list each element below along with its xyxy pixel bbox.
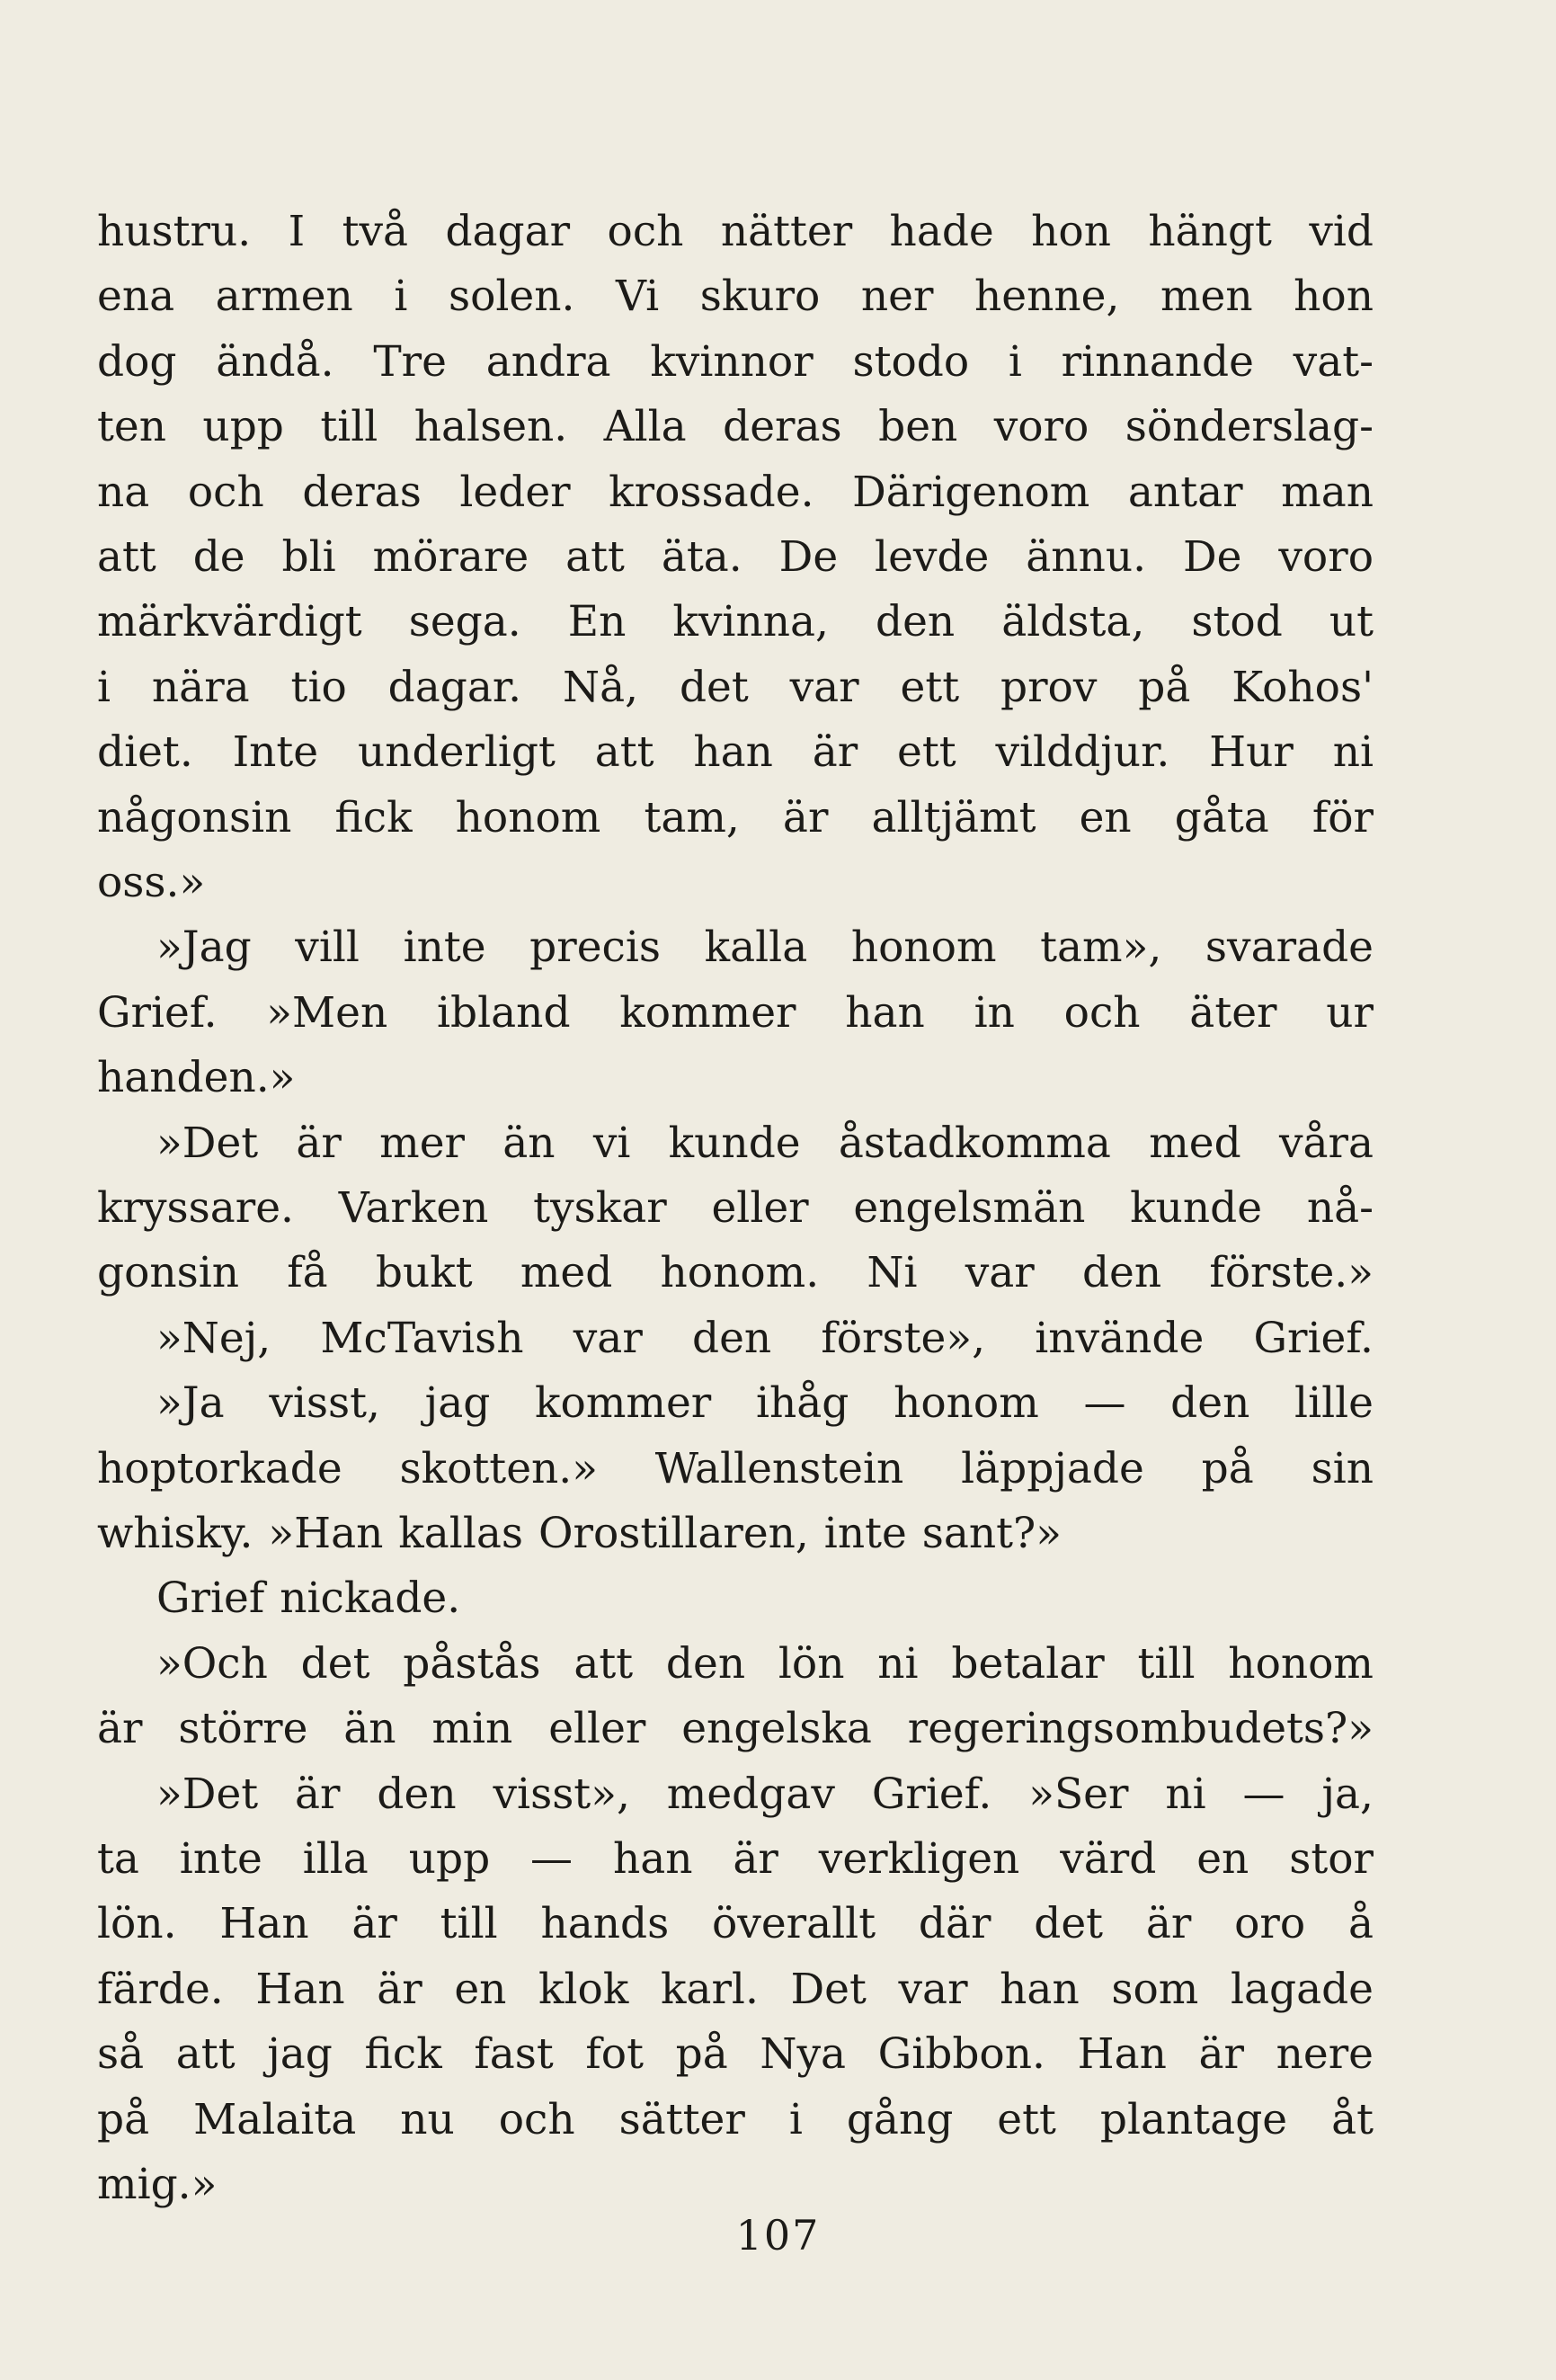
text-line: hoptorkade skotten.» Wallenstein läppjade på sin — [97, 1443, 1374, 1493]
text-line: på Malaita nu och sätter i gång ett plantage åt — [97, 2094, 1374, 2144]
text-line: så att jag fick fast fot på Nya Gibbon. Han är nere — [97, 2029, 1374, 2080]
text-line: whisky. »Han kallas Orostillaren, inte sant?» — [97, 1509, 1062, 1558]
text-line: lön. Han är till hands överallt där det är oro å — [97, 1899, 1374, 1949]
text-line: diet. Inte underligt att han är ett vilddjur. Hur ni — [97, 727, 1374, 778]
text-line: oss.» — [97, 858, 206, 907]
text-line: »Det är mer än vi kunde åstadkomma med våra — [156, 1118, 1374, 1168]
text-line: är större än min eller engelska regeringsombudets?» — [97, 1704, 1374, 1754]
text-line: att de bli mörare att äta. De levde ännu. De voro — [97, 532, 1374, 582]
text-line: ta inte illa upp — han är verkligen värd en stor — [97, 1834, 1374, 1884]
text-line: na och deras leder krossade. Därigenom antar man — [97, 467, 1374, 517]
text-line: märkvärdigt sega. En kvinna, den äldsta, stod ut — [97, 597, 1374, 647]
text-line: gonsin få bukt med honom. Ni var den förste.» — [97, 1248, 1374, 1298]
text-line: Grief. »Men ibland kommer han in och äter ur — [97, 987, 1374, 1038]
text-line: »Ja visst, jag kommer ihåg honom — den lille — [156, 1378, 1374, 1429]
text-line: hustru. I två dagar och nätter hade hon hängt vid — [97, 207, 1374, 256]
text-line: dog ändå. Tre andra kvinnor stodo i rinnande vat- — [97, 336, 1374, 387]
text-line: »Jag vill inte precis kalla honom tam», svarade — [156, 923, 1374, 973]
text-line: »Nej, McTavish var den förste», invände Grief. — [156, 1313, 1374, 1363]
text-line: ena armen i solen. Vi skuro ner henne, men hon — [97, 272, 1374, 322]
text-line: ten upp till halsen. Alla deras ben voro sönderslag- — [97, 402, 1374, 452]
text-line: Grief nickade. — [156, 1573, 461, 1624]
text-line: mig.» — [97, 2160, 218, 2209]
text-line: handen.» — [97, 1053, 296, 1103]
page-number: 107 — [735, 2211, 821, 2260]
text-line: färde. Han är en klok karl. Det var han som lagade — [97, 1964, 1374, 2014]
text-line: »Och det påstås att den lön ni betalar till honom — [156, 1638, 1374, 1689]
text-line: »Det är den visst», medgav Grief. »Ser ni — ja, — [156, 1769, 1374, 1819]
text-line: i nära tio dagar. Nå, det var ett prov på Kohos' — [97, 662, 1374, 712]
text-line: någonsin fick honom tam, är alltjämt en gåta för — [97, 792, 1374, 842]
text-line: kryssare. Varken tyskar eller engelsmän kunde nå- — [97, 1183, 1374, 1233]
